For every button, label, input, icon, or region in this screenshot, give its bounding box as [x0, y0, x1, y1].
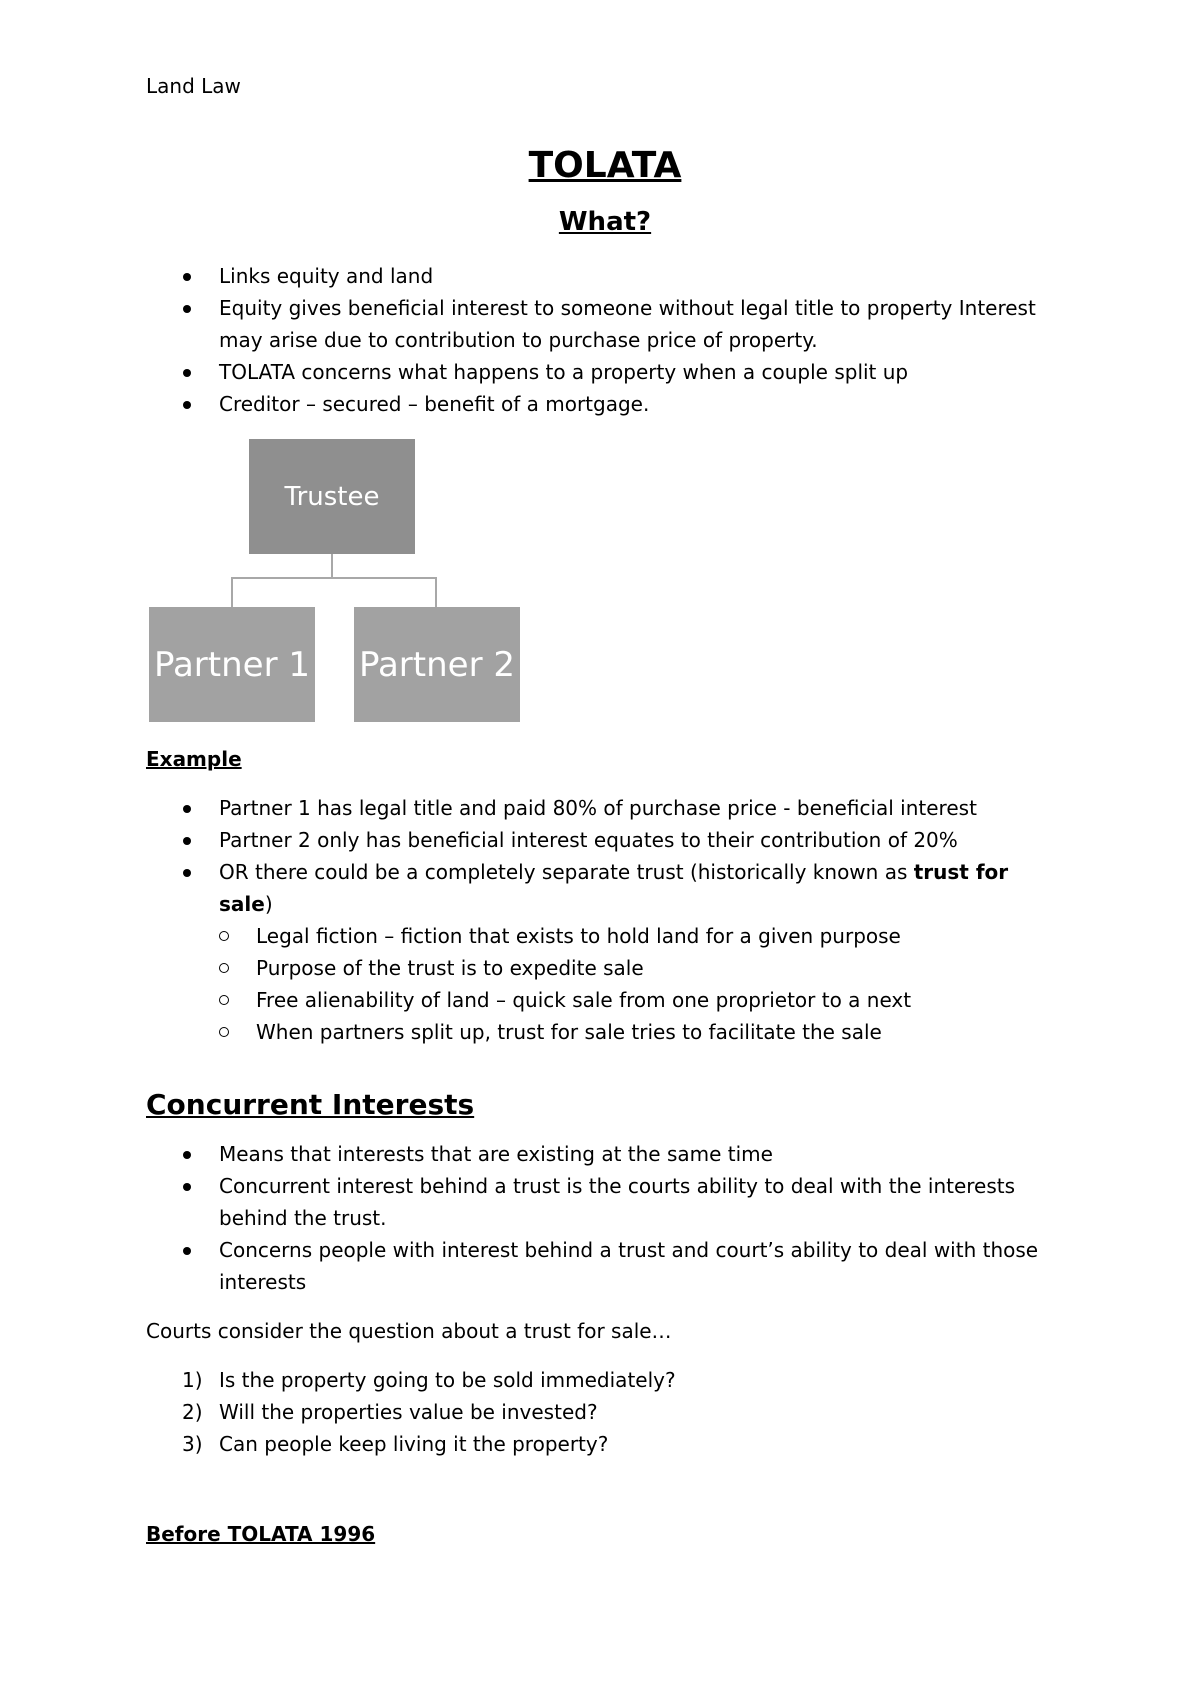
- diagram-connector: [231, 577, 437, 579]
- bullet-icon: [183, 1247, 191, 1255]
- sub-list-item: Purpose of the trust is to expedite sale: [0, 952, 1046, 984]
- courts-intro-paragraph: Courts consider the question about a trust for sale…: [146, 1319, 672, 1343]
- bullet-icon: [183, 401, 191, 409]
- list-item: OR there could be a completely separate trust (historically known as trust for sale): [0, 856, 1039, 920]
- list-item: Partner 2 only has beneficial interest equates to their contribution of 20%: [0, 824, 1039, 856]
- bullet-icon: [183, 273, 191, 281]
- list-item: Concerns people with interest behind a trust and court’s ability to deal with those interests: [0, 1234, 1039, 1298]
- list-item: Concurrent interest behind a trust is the courts ability to deal with the interests behind the trust.: [0, 1170, 1039, 1234]
- what-bullet-list: [0, 260, 1200, 420]
- sub-list-item: Legal fiction – fiction that exists to hold land for a given purpose: [0, 920, 1046, 952]
- bullet-icon: [183, 1151, 191, 1159]
- numbered-list-item: 3) Can people keep living it the property?: [0, 1428, 1039, 1460]
- diagram-connector: [435, 577, 437, 607]
- bullet-icon: [183, 805, 191, 813]
- questions-numbered-list: [0, 1364, 1200, 1460]
- bullet-icon: [183, 305, 191, 313]
- list-item: Means that interests that are existing at the same time: [0, 1138, 1039, 1170]
- list-item: Creditor – secured – benefit of a mortgage.: [0, 388, 1039, 420]
- sub-list-item: Free alienability of land – quick sale from one proprietor to a next: [0, 984, 1046, 1016]
- diagram-connector: [331, 554, 333, 578]
- list-item: Equity gives beneficial interest to someone without legal title to property Interest may arise due to contribution to purchase price of property.: [0, 292, 1039, 356]
- list-item: Partner 1 has legal title and paid 80% of purchase price - beneficial interest: [0, 792, 1039, 824]
- page-subtitle: What?: [558, 207, 652, 237]
- numbered-list-item: 2) Will the properties value be invested?: [0, 1396, 1039, 1428]
- diagram-box-partner-1: Partner 1: [149, 607, 315, 722]
- bullet-icon: [183, 1183, 191, 1191]
- concurrent-interests-heading: Concurrent Interests: [146, 1088, 475, 1121]
- list-item: TOLATA concerns what happens to a property when a couple split up: [0, 356, 1039, 388]
- sub-bullet-icon: [219, 963, 229, 973]
- example-bullet-list: [0, 792, 1200, 1048]
- example-heading: Example: [146, 747, 242, 771]
- list-number: 3): [182, 1432, 203, 1456]
- list-number: 1): [182, 1368, 203, 1392]
- page-title: TOLATA: [528, 145, 682, 186]
- diagram-connector: [231, 577, 233, 607]
- before-tolata-heading: Before TOLATA 1996: [146, 1522, 376, 1546]
- sub-bullet-icon: [219, 995, 229, 1005]
- trust-for-sale-term: trust for sale: [219, 860, 1009, 916]
- bullet-icon: [183, 837, 191, 845]
- list-item: Links equity and land: [0, 260, 1039, 292]
- bullet-icon: [183, 869, 191, 877]
- sub-list-item: When partners split up, trust for sale tries to facilitate the sale: [0, 1016, 1046, 1048]
- sub-bullet-icon: [219, 1027, 229, 1037]
- concurrent-bullet-list: [0, 1138, 1200, 1298]
- diagram-box-trustee: Trustee: [249, 439, 415, 554]
- diagram-box-partner-2: Partner 2: [354, 607, 520, 722]
- numbered-list-item: 1) Is the property going to be sold immediately?: [0, 1364, 1039, 1396]
- list-number: 2): [182, 1400, 203, 1424]
- bullet-icon: [183, 369, 191, 377]
- sub-bullet-icon: [219, 931, 229, 941]
- header-label: Land Law: [146, 74, 241, 98]
